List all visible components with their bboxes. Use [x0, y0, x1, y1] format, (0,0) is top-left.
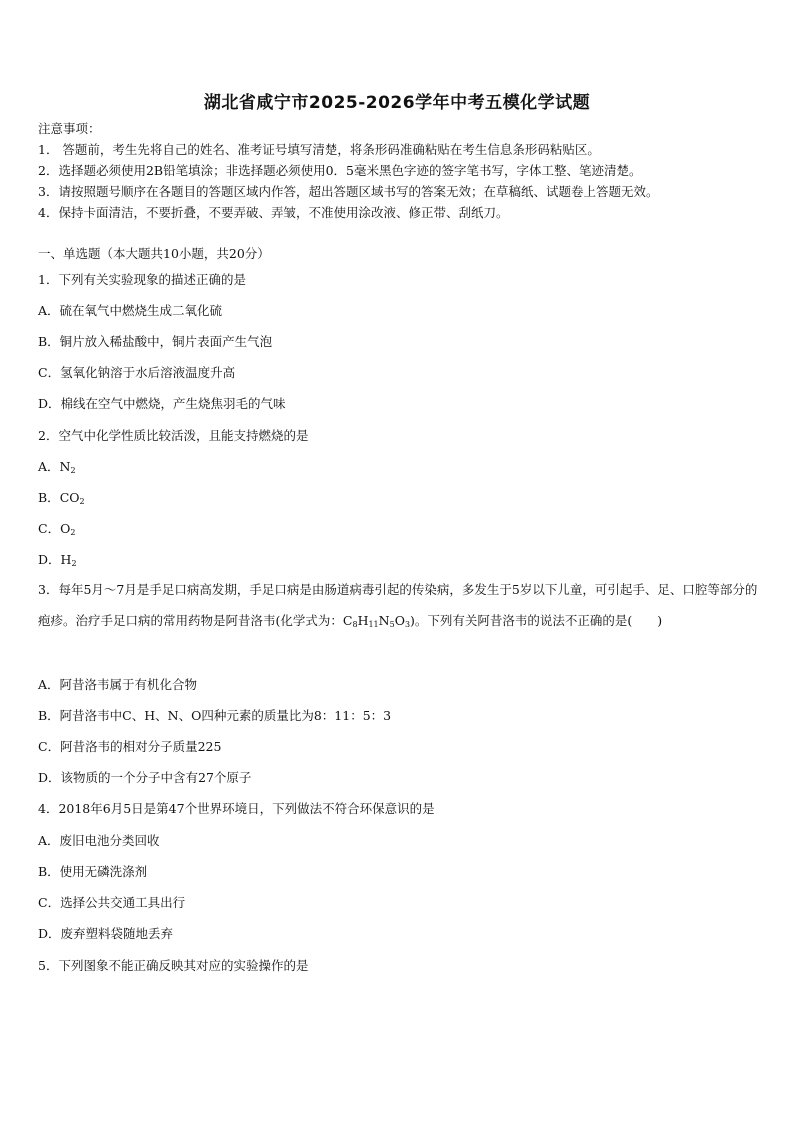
- formula-element: N: [59, 459, 71, 474]
- formula-element: O: [60, 521, 71, 536]
- formula-subscript: 2: [70, 466, 76, 475]
- question-2-stem: 2．空气中化学性质比较活泼，且能支持燃烧的是: [38, 428, 309, 443]
- question-2-option-a: [38, 459, 76, 475]
- option-label: B．: [38, 490, 60, 505]
- question-3-option-a: A．阿昔洛韦属于有机化合物: [38, 677, 198, 692]
- option-label: A．: [38, 459, 60, 474]
- question-3-option-c: C．阿昔洛韦的相对分子质量225: [38, 739, 222, 754]
- formula-o-count: 3: [404, 620, 411, 629]
- question-3-stem: [38, 574, 760, 636]
- formula-subscript: 2: [79, 497, 85, 506]
- question-2-option-c: [38, 521, 75, 537]
- formula-subscript: 2: [70, 528, 76, 537]
- formula-subscript: 2: [71, 559, 77, 568]
- question-3-option-b: B．阿昔洛韦中C、H、N、O四种元素的质量比为8：11：5：3: [38, 708, 392, 723]
- question-4-option-c: C．选择公共交通工具出行: [38, 895, 186, 910]
- question-4-option-d: D．废弃塑料袋随地丢弃: [38, 926, 174, 941]
- notice-item-4: 4．保持卡面清洁，不要折叠，不要弄破、弄皱，不准使用涂改液、修正带、刮纸刀。: [38, 205, 509, 220]
- formula-h-count: 11: [368, 620, 379, 629]
- section-heading: 一、单选题（本大题共10小题，共20分）: [38, 246, 270, 261]
- question-1-option-a: A．硫在氧气中燃烧生成二氧化硫: [38, 303, 223, 318]
- question-3-option-d: D．该物质的一个分子中含有27个原子: [38, 770, 252, 785]
- formula-o: O: [394, 613, 405, 628]
- notice-heading: 注意事项：: [38, 121, 101, 136]
- notice-item-1: 1． 答题前，考生先将自己的姓名、准考证号填写清楚，将条形码准确粘贴在考生信息条形码粘贴区。: [38, 142, 600, 157]
- question-4-stem: 4．2018年6月5日是第47个世界环境日，下列做法不符合环保意识的是: [38, 801, 435, 816]
- question-4-option-b: B．使用无磷洗涤剂: [38, 864, 148, 879]
- notice-item-3: 3．请按照题号顺序在各题目的答题区域内作答，超出答题区域书写的答案无效；在草稿纸、试题卷上答题无效。: [38, 184, 659, 199]
- formula-n-count: 5: [389, 620, 395, 629]
- question-2-option-b: [38, 490, 85, 506]
- question-1-stem: 1．下列有关实验现象的描述正确的是: [38, 272, 246, 287]
- question-2-option-d: [38, 552, 77, 568]
- question-1-option-c: C．氢氧化钠溶于水后溶液温度升高: [38, 365, 236, 380]
- formula-element: H: [60, 552, 72, 567]
- question-5-stem: 5．下列图象不能正确反映其对应的实验操作的是: [38, 958, 309, 973]
- question-4-option-a: A．废旧电池分类回收: [38, 833, 160, 848]
- formula-c-count: 8: [352, 620, 358, 629]
- question-3-text-part2: )。下列有关阿昔洛韦的说法不正确的是( ): [410, 613, 663, 628]
- formula-h: H: [357, 613, 369, 628]
- acyclovir-formula: [343, 613, 410, 628]
- question-3-text-part1: 3．每年5月～7月是手足口病高发期，手足口病是由肠道病毒引起的传染病，多发生于5岁以下儿童，可引起手、足、口腔等部分的疱疹。治疗手足口病的常用药物是阿昔洛韦(化学式为：: [38, 582, 758, 628]
- notice-item-2: 2．选择题必须使用2B铅笔填涂；非选择题必须使用0．5毫米黑色字迹的签字笔书写，字体工整、笔迹清楚。: [38, 163, 642, 178]
- option-label: D．: [38, 552, 61, 567]
- formula-element: CO: [59, 490, 80, 505]
- option-label: C．: [38, 521, 61, 536]
- question-1-option-d: D．棉线在空气中燃烧，产生烧焦羽毛的气味: [38, 396, 286, 411]
- formula-n: N: [378, 613, 390, 628]
- formula-c: C: [342, 613, 353, 628]
- page-title: 湖北省咸宁市2025-2026学年中考五模化学试题: [203, 93, 591, 113]
- question-1-option-b: B．铜片放入稀盐酸中，铜片表面产生气泡: [38, 334, 273, 349]
